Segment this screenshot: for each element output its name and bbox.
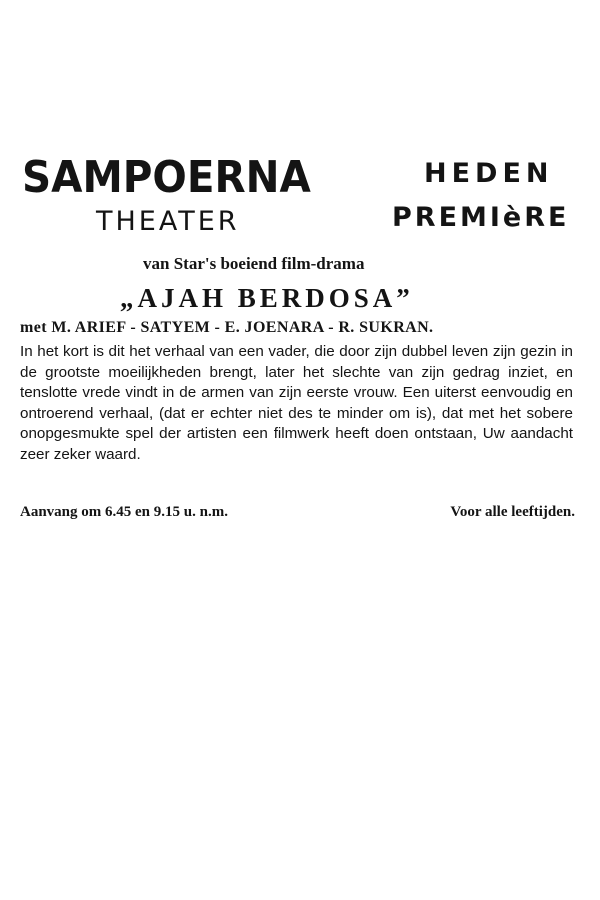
age-rating: Voor alle leeftijden. (450, 504, 575, 520)
film-tagline: van Star's boeiend film-drama (143, 254, 365, 273)
cast-list: met M. ARIEF - SATYEM - E. JOENARA - R. SUKRAN. (20, 319, 434, 336)
newspaper-advertisement (20, 150, 580, 530)
heden-label: HEDEN (424, 158, 554, 189)
theater-label: THEATER (96, 206, 240, 237)
theater-name: SAMPOERNA (22, 152, 311, 203)
premiere-label: PREMIèRE (392, 202, 570, 233)
showtimes: Aanvang om 6.45 en 9.15 u. n.m. (20, 504, 228, 520)
film-title: „AJAH BERDOSA” (120, 283, 414, 313)
footer-line (20, 502, 575, 522)
film-description: In het kort is dit het verhaal van een vader, die door zijn dubbel leven zijn gezin in de grootste moeilijkheden brengt, later het slechte van zijn gedrag inziet, en tenslotte vrede vindt in de armen van zijn eerste vrouw. Een uiterst eenvoudig en ontroerend verhaal, (dat er echter niet des te minder om is), dat met het sobere onopgesmukte spel der artisten een filmwerk heeft doen ontstaan, Uw aandacht zeer zeker waard. (20, 343, 573, 463)
